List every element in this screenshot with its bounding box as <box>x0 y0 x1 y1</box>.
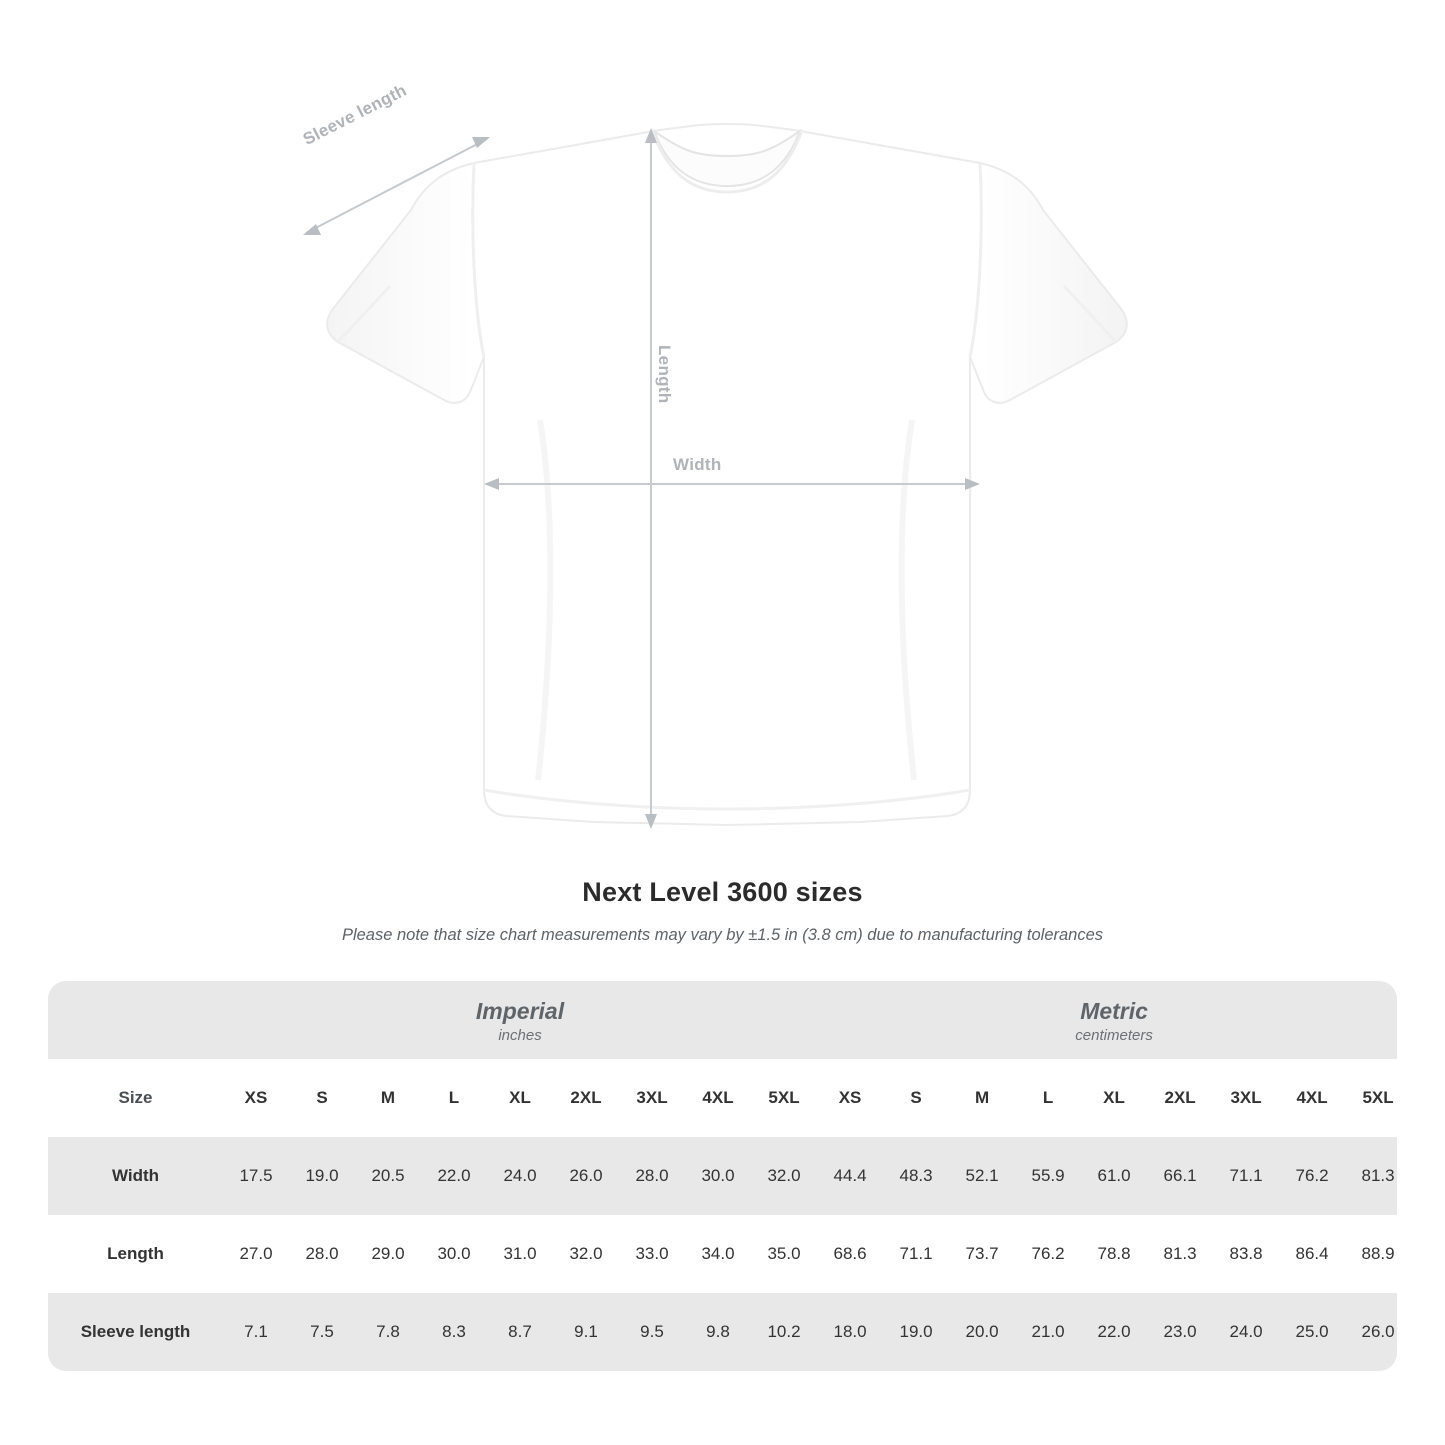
length-10: 71.1 <box>883 1215 949 1293</box>
size-table <box>48 981 1397 1371</box>
group-metric <box>817 981 1397 1059</box>
length-3: 30.0 <box>421 1215 487 1293</box>
width-8: 32.0 <box>751 1137 817 1215</box>
width-1: 19.0 <box>289 1137 355 1215</box>
sleeve-13: 22.0 <box>1081 1293 1147 1371</box>
group-imperial <box>223 981 817 1059</box>
group-metric-name: Metric <box>1080 997 1148 1024</box>
header-size-15: 3XL <box>1213 1059 1279 1137</box>
length-15: 83.8 <box>1213 1215 1279 1293</box>
width-17: 81.3 <box>1345 1137 1397 1215</box>
header-size-12: L <box>1015 1059 1081 1137</box>
tolerance-note: Please note that size chart measurements may vary by ±1.5 in (3.8 cm) due to manufacturing tolerances <box>341 926 1104 944</box>
sleeve-15: 24.0 <box>1213 1293 1279 1371</box>
row-label-width: Width <box>48 1137 223 1215</box>
width-13: 61.0 <box>1081 1137 1147 1215</box>
header-size-label: Size <box>48 1059 223 1137</box>
width-6: 28.0 <box>619 1137 685 1215</box>
group-spacer <box>48 981 223 1059</box>
length-label: Length <box>655 345 674 404</box>
group-imperial-unit: inches <box>498 1027 542 1045</box>
header-size-3: L <box>421 1059 487 1137</box>
sleeve-4: 8.7 <box>487 1293 553 1371</box>
table-row <box>48 1293 1397 1371</box>
table-row <box>48 1215 1397 1293</box>
length-11: 73.7 <box>949 1215 1015 1293</box>
length-0: 27.0 <box>223 1215 289 1293</box>
header-size-14: 2XL <box>1147 1059 1213 1137</box>
width-12: 55.9 <box>1015 1137 1081 1215</box>
length-8: 35.0 <box>751 1215 817 1293</box>
width-4: 24.0 <box>487 1137 553 1215</box>
header-size-13: XL <box>1081 1059 1147 1137</box>
width-7: 30.0 <box>685 1137 751 1215</box>
sleeve-14: 23.0 <box>1147 1293 1213 1371</box>
sleeve-8: 10.2 <box>751 1293 817 1371</box>
table-row <box>48 1137 1397 1215</box>
sleeve-9: 18.0 <box>817 1293 883 1371</box>
length-5: 32.0 <box>553 1215 619 1293</box>
title-block <box>0 877 1445 945</box>
size-table-wrapper <box>48 981 1397 1371</box>
sleeve-11: 20.0 <box>949 1293 1015 1371</box>
width-arrow-right <box>965 478 980 490</box>
length-7: 34.0 <box>685 1215 751 1293</box>
page-title: Next Level 3600 sizes <box>582 877 863 907</box>
header-size-8: 5XL <box>751 1059 817 1137</box>
header-size-11: M <box>949 1059 1015 1137</box>
sleeve-6: 9.5 <box>619 1293 685 1371</box>
width-11: 52.1 <box>949 1137 1015 1215</box>
length-4: 31.0 <box>487 1215 553 1293</box>
width-3: 22.0 <box>421 1137 487 1215</box>
length-2: 29.0 <box>355 1215 421 1293</box>
header-size-17: 5XL <box>1345 1059 1397 1137</box>
width-5: 26.0 <box>553 1137 619 1215</box>
header-size-6: 3XL <box>619 1059 685 1137</box>
width-0: 17.5 <box>223 1137 289 1215</box>
sleeve-3: 8.3 <box>421 1293 487 1371</box>
group-metric-unit: centimeters <box>1075 1027 1153 1045</box>
row-label-sleeve-length: Sleeve length <box>48 1293 223 1371</box>
sleeve-0: 7.1 <box>223 1293 289 1371</box>
header-size-0: XS <box>223 1059 289 1137</box>
header-size-1: S <box>289 1059 355 1137</box>
length-17: 88.9 <box>1345 1215 1397 1293</box>
length-13: 78.8 <box>1081 1215 1147 1293</box>
length-14: 81.3 <box>1147 1215 1213 1293</box>
header-size-16: 4XL <box>1279 1059 1345 1137</box>
unit-group-row <box>48 981 1397 1059</box>
width-label: Width <box>673 455 722 474</box>
width-16: 76.2 <box>1279 1137 1345 1215</box>
length-6: 33.0 <box>619 1215 685 1293</box>
width-10: 48.3 <box>883 1137 949 1215</box>
header-size-10: S <box>883 1059 949 1137</box>
sleeve-16: 25.0 <box>1279 1293 1345 1371</box>
header-size-9: XS <box>817 1059 883 1137</box>
sleeve-length-label: Sleeve length <box>300 80 410 149</box>
width-2: 20.5 <box>355 1137 421 1215</box>
width-15: 71.1 <box>1213 1137 1279 1215</box>
width-9: 44.4 <box>817 1137 883 1215</box>
sleeve-12: 21.0 <box>1015 1293 1081 1371</box>
sleeve-2: 7.8 <box>355 1293 421 1371</box>
length-9: 68.6 <box>817 1215 883 1293</box>
header-size-2: M <box>355 1059 421 1137</box>
group-imperial-name: Imperial <box>475 997 565 1024</box>
width-14: 66.1 <box>1147 1137 1213 1215</box>
sleeve-10: 19.0 <box>883 1293 949 1371</box>
length-16: 86.4 <box>1279 1215 1345 1293</box>
header-size-5: 2XL <box>553 1059 619 1137</box>
shirt-body <box>327 124 1127 825</box>
header-size-7: 4XL <box>685 1059 751 1137</box>
sleeve-5: 9.1 <box>553 1293 619 1371</box>
length-12: 76.2 <box>1015 1215 1081 1293</box>
sleeve-7: 9.8 <box>685 1293 751 1371</box>
size-header-row <box>48 1059 1397 1137</box>
header-size-4: XL <box>487 1059 553 1137</box>
sleeve-17: 26.0 <box>1345 1293 1397 1371</box>
length-1: 28.0 <box>289 1215 355 1293</box>
sleeve-1: 7.5 <box>289 1293 355 1371</box>
row-label-length: Length <box>48 1215 223 1293</box>
